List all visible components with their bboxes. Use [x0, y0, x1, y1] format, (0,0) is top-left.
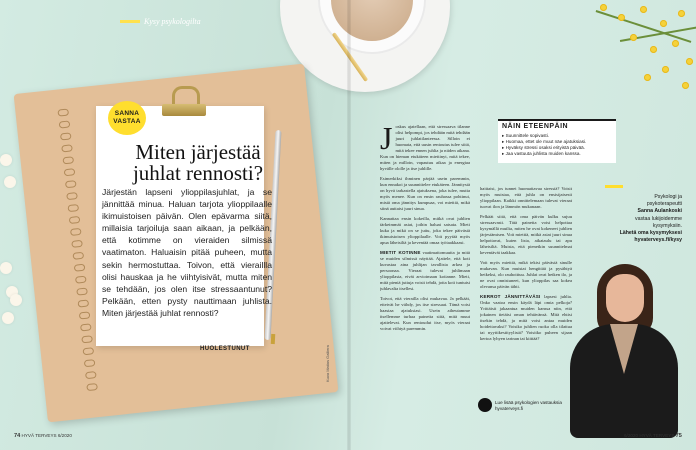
headline [112, 142, 284, 184]
white-flower-icon [10, 294, 22, 306]
next-steps-item: ▸ Huomaa, ettet ole muut näe ajatuksiasi. [502, 139, 587, 144]
ring-icon [59, 120, 71, 128]
section-tag-bar [120, 20, 140, 23]
ring-icon [70, 228, 82, 236]
reader-question: Järjestän lapseni ylioppilasjuhlat, ja se jännittää minua. Haluan tarjota ylioppilaalle ikimuistoisen päivän. Olen epävarma siitä, millaisia tarjoiluja saan aikaan, ja pelkään, että kotimme on vieraiden silmissä vaatimaton. Haluaisin pitää puheen, mutta sekin hermostuttaa. Toivon, että vieraillla olisi hauskaa ja he viihtyisivät, mutta miten se tehdään, jos olen itse stressaantunut? Pelkään, etten pysty nauttimaan juhlista. Miten järjestää juhlat rennosti? [102, 187, 272, 318]
ring-icon [67, 204, 79, 212]
dropcap: J [380, 124, 393, 156]
ring-icon [60, 132, 72, 140]
white-flower-icon [0, 154, 12, 166]
badge-line: SANNA [114, 110, 140, 117]
yellow-flower-icon [686, 58, 693, 65]
photo-credit: Kuva Matias Galliera [325, 345, 330, 382]
paragraph: haittaisi, jos tunnet huomattavaa stressiä? Voisit myös muistaa, että juhla on ensisijaisesti ylioppilaan. Kaikki onnittelemaan tulevat vieraat tuovat ilon ja lämmön mukanaan. [480, 186, 572, 209]
ring-icon [84, 359, 96, 367]
ring-icon [57, 109, 69, 117]
folio-magazine: HYVÄ TERVEYS 6/2020 [21, 433, 72, 438]
ring-icon [86, 383, 98, 391]
ring-icon [82, 347, 94, 355]
ring-icon [76, 288, 88, 296]
paragraph-text: vaatimattomuutta ja mitä se muiden silmissä näyttää. Ajattele, että koti kuvastaa aina juhlijan tavallista arkea ja persoonaa. Vieraat tulevat juhlimaan ylioppilasta, eivät arvioimaan kotianne. Mieti, mitä pieniä juttuja voisit tehdä, jotta koti tuntuisi juhlavalta itsellesi. [380, 250, 470, 291]
yellow-flower-icon [682, 82, 689, 89]
info-accent-bar [605, 185, 623, 188]
info-line: Lähetä oma kysymyksesi [619, 230, 682, 237]
folio-right [624, 433, 682, 439]
yellow-flower-icon [672, 40, 679, 47]
yellow-flower-icon [618, 14, 625, 21]
pen-tip [271, 334, 276, 344]
yellow-flower-icon [640, 6, 647, 13]
next-steps-title: NÄIN ETEENPÄIN [502, 123, 569, 130]
page-number: 75 [675, 433, 682, 439]
qr-icon[interactable] [478, 398, 492, 412]
yellow-flower-icon [630, 34, 637, 41]
headline-line: juhlat rennosti? [132, 161, 264, 185]
binder-clip-base [162, 104, 206, 116]
next-steps-item: ▸ Suunnittele sopivasti. [502, 133, 550, 138]
article-column-2 [480, 186, 572, 422]
ring-icon [80, 323, 92, 331]
white-flower-icon [2, 312, 14, 324]
ring-icon [72, 252, 84, 260]
next-steps-item-text: Huomaa, ettet ole muut näe ajatuksiasi. [505, 139, 587, 144]
next-steps-box [498, 119, 616, 163]
yellow-flower-icon [650, 46, 657, 53]
badge-line: VASTAA [113, 118, 141, 125]
psychologist-info [596, 194, 682, 244]
ring-icon [74, 264, 86, 272]
info-name: Sanna Aulankoski [637, 208, 682, 215]
paragraph: Esimerkiksi ihminen pärjää usein paremmin, kun ennakoi ja suunnittelee etukäteen. Jännitystä on hyvä tarkastella ajatuksena, joka tulee, mutta myös menee. Kun on ensin rauhassa pohtinut, mistä oma jännitys kumpuaa, voi miettiä, mikä siinä auttaisi juuri sinua. [380, 176, 470, 211]
flower-stem [596, 10, 692, 42]
folio-magazine: 6/2020 HYVÄ TERVEYS [624, 433, 675, 438]
yellow-flower-icon [662, 66, 669, 73]
next-steps-item-text: Hyväksy stressi osaksi erityistä päivää. [505, 145, 585, 150]
yellow-flower-icon [678, 10, 685, 17]
paragraph: Voit myös miettiä, mikä tekisi päivästä sinulle mukavan. Kun muistat hengittää ja pysähtyä hetkeksi, olo rauhoittuu. Juhlat ovat hetken ilo, ja ne ovat onnistuneet, kun ylioppilas saa kokea olevansa päivän tähti. [480, 260, 572, 289]
ring-icon [75, 276, 87, 284]
ring-icon [85, 371, 97, 379]
white-flower-icon [4, 176, 16, 188]
ring-icon [79, 311, 91, 319]
subhead: MIETIT KOTINNE [380, 250, 421, 255]
next-steps-item: ▸ Hyväksy stressi osaksi erityistä päivää. [502, 145, 585, 150]
paragraph: Toivot, että vierailla olisi mukavaa. Ja pelkäät, etteivät he viihdy, jos itse stressaat. Tämä voisi haastaa ajatuksiasi. Usein aiheutamme itsellemme turhaa painetta siitä, mitä muut ajattelevat. Kun rentoudut itse, myös vieraat voivat viihtyä paremmin. [380, 296, 470, 331]
ring-icon [77, 299, 89, 307]
next-steps-item: ▸ Jaa vastuuta juhlista muiden kanssa. [502, 151, 581, 156]
psychologist-portrait [566, 258, 684, 438]
info-line: Psykologi ja [654, 194, 682, 200]
ring-icon [62, 156, 74, 164]
ring-icon [71, 240, 83, 248]
ring-icon [66, 192, 78, 200]
paragraph-text: lapsesi juhlia. Onko vaatoa ensin käydä läpi omia pelkoja? Yrittäisit jakaantua muiden kanssa niin, että jokainen tietäisi oman tehtävänsä. Mitä ehtisi itsekin tehdä, ja mitä voisi antaa muiden hoidettavaksi? Voisiko juhlien ruoka olla tilattua tai nyyttikestityylistä? Voisitko puheen sijaan kertoa lyhyen tarinan tai kiittää? [480, 294, 572, 341]
yellow-flower-icon [660, 20, 667, 27]
info-line: vastaa lukijoidemme [635, 215, 682, 222]
paragraph: oskus ajatellaan, että stressaava tilanne olisi helpompi, jos tehdään mitä tehdään juuri juhlatilanteessa. Silloin ei huomata, että uusin rentoutus tulee siitä, mitä tekee ennen juhlia ja niiden aikana. Kun on hieman etukäteen miettinyt, mitä tekee, miten ja milloin, vapautuu aikaa ja energiaa hyvälle ololle ja itse juhlille. [380, 124, 470, 171]
paragraph [480, 294, 572, 342]
white-flower-icon [0, 262, 12, 274]
section-tag: Kysy psykologilta [144, 17, 201, 26]
headline-line: Miten järjestää [135, 140, 261, 164]
portrait-face [606, 274, 644, 322]
page-number: 74 [14, 433, 21, 439]
subhead: KERROT JÄNNITTÄVÄSI [480, 294, 541, 299]
spread-gutter [347, 0, 351, 450]
qr-caption: Lue lisää psykologien vastauksia hyvaterveys.fi [495, 400, 562, 411]
folio-left [14, 433, 72, 439]
next-steps-item-text: Jaa vastuuta juhlista muiden kanssa. [505, 151, 581, 156]
yellow-flower-icon [644, 74, 651, 81]
article-column-1 [380, 124, 470, 424]
ring-icon [61, 144, 73, 152]
ring-icon [69, 216, 81, 224]
ring-icon [65, 180, 77, 188]
paragraph: Kannattaa ensin kokeilla, mitkä ovat juhlien tärkeimmät asiat, joihin haluat satsata. Mieti kuka ja mikä on se juttu, joka tekee päivästä ikimuistoisen ylioppilaalle. Voit pyytää myös apua läheisiltä ja keventää omaa työtaakkaasi. [380, 216, 470, 245]
next-steps-item-text: Suunnittele sopivasti. [505, 133, 550, 138]
author-badge [108, 101, 146, 135]
info-link: hyvaterveys.fi/kysy [634, 237, 682, 244]
yellow-flower-icon [600, 4, 607, 11]
ring-icon [81, 335, 93, 343]
paragraph [380, 250, 470, 292]
question-signature: HUOLESTUNUT [200, 346, 250, 352]
info-line: psykoterapeutti [646, 201, 682, 208]
paragraph: Pelkäät siitä, että oma päivän kulku sujuu stressaavasti. Tätä painetta voisi helpottaa kysymällä muilta, miten he ovat kokeneet juhlien järjestämisen. Voit miettiä, mitkä asiat juuri sinua helpottavat, kuten lista, aikataulu tai apu läheisiltä. Muista, että pienetkin suunnitelmat keventävät taakkaa. [480, 214, 572, 255]
info-line: kysymyksiin. [652, 222, 682, 229]
ring-icon [64, 168, 76, 176]
